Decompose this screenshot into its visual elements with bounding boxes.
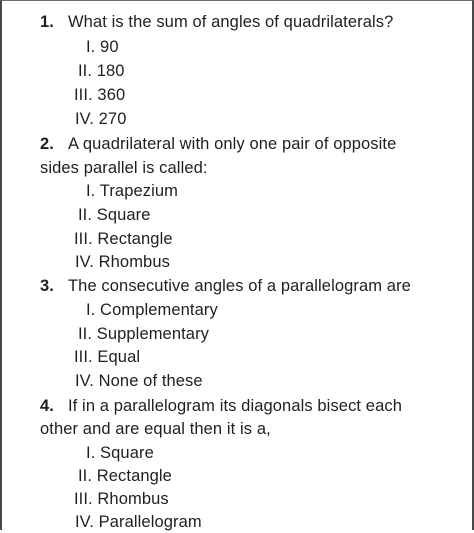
option-3-2: II. Supplementary	[78, 325, 210, 343]
question-number: 2.	[40, 135, 54, 153]
question-number: 1.	[40, 13, 54, 31]
question-text: A quadrilateral with only one pair of opposite	[68, 135, 397, 153]
question-2-continued: sides parallel is called:	[40, 159, 208, 177]
option-2-3: III. Rectangle	[74, 230, 173, 248]
question-number: 4.	[40, 397, 54, 415]
option-2-1: I. Trapezium	[86, 182, 178, 200]
question-2	[40, 133, 396, 155]
option-1-4: IV. 270	[75, 110, 127, 128]
option-4-1: I. Square	[86, 444, 154, 462]
option-2-2: II. Square	[78, 206, 151, 224]
question-1	[40, 11, 393, 33]
question-text: What is the sum of angles of quadrilaterals?	[68, 13, 394, 31]
option-4-2: II. Rectangle	[78, 467, 172, 485]
option-1-3: III. 360	[74, 86, 126, 104]
option-1-2: II. 180	[78, 62, 125, 80]
question-3	[40, 275, 411, 297]
option-3-1: I. Complementary	[86, 301, 218, 319]
question-text: If in a parallelogram its diagonals bisect each	[68, 397, 402, 415]
option-2-4: IV. Rhombus	[75, 253, 170, 271]
option-4-4: IV. Parallelogram	[75, 513, 202, 531]
option-1-1: I. 90	[86, 38, 119, 56]
option-3-4: IV. None of these	[75, 372, 203, 390]
option-3-3: III. Equal	[74, 348, 141, 366]
question-text: The consecutive angles of a parallelogram are	[68, 277, 411, 295]
question-4	[40, 395, 402, 417]
question-number: 3.	[40, 277, 54, 295]
option-4-3: III. Rhombus	[74, 490, 169, 508]
question-4-continued: other and are equal then it is a,	[40, 420, 271, 438]
